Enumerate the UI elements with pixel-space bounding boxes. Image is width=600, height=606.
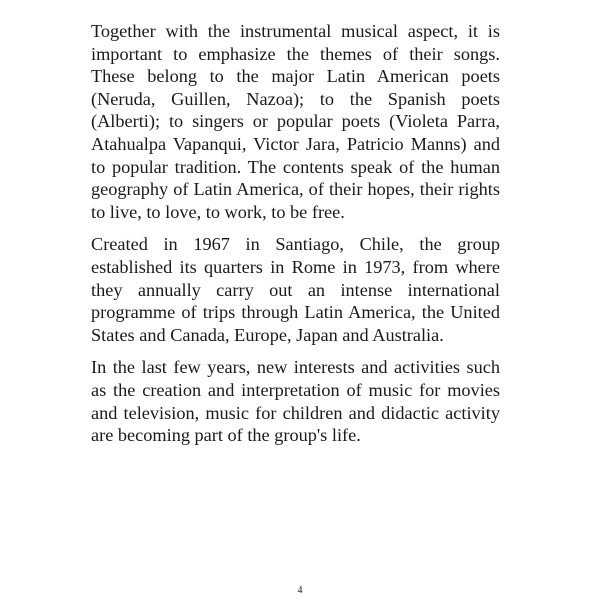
paragraph-themes: Together with the instrumental musical aspect, it is important to emphasize the themes of their songs. These belong to the major Latin American poets (Neruda, Guillen, Nazoa); to the Spanish poets (Alberti); to singers or popular poets (Violeta Parra, Atahualpa Vapanqui, Victor Jara, Patricio Manns) and to popular tradition. The contents speak of the human geography of Latin America, of their hopes, their rights to live, to love, to work, to be free. [91, 21, 500, 222]
body-text [91, 20, 500, 457]
paragraph-recent-activities: In the last few years, new interests and activities such as the creation and interpretation of music for movies and television, music for children and didactic activity are becoming part of the group's life. [91, 357, 500, 446]
page-number: 4 [297, 585, 303, 596]
paragraph-history: Created in 1967 in Santiago, Chile, the group established its quarters in Rome in 1973, from where they annually carry out an intense international programme of trips through Latin America, the United States and Canada, Europe, Japan and Australia. [91, 234, 500, 345]
